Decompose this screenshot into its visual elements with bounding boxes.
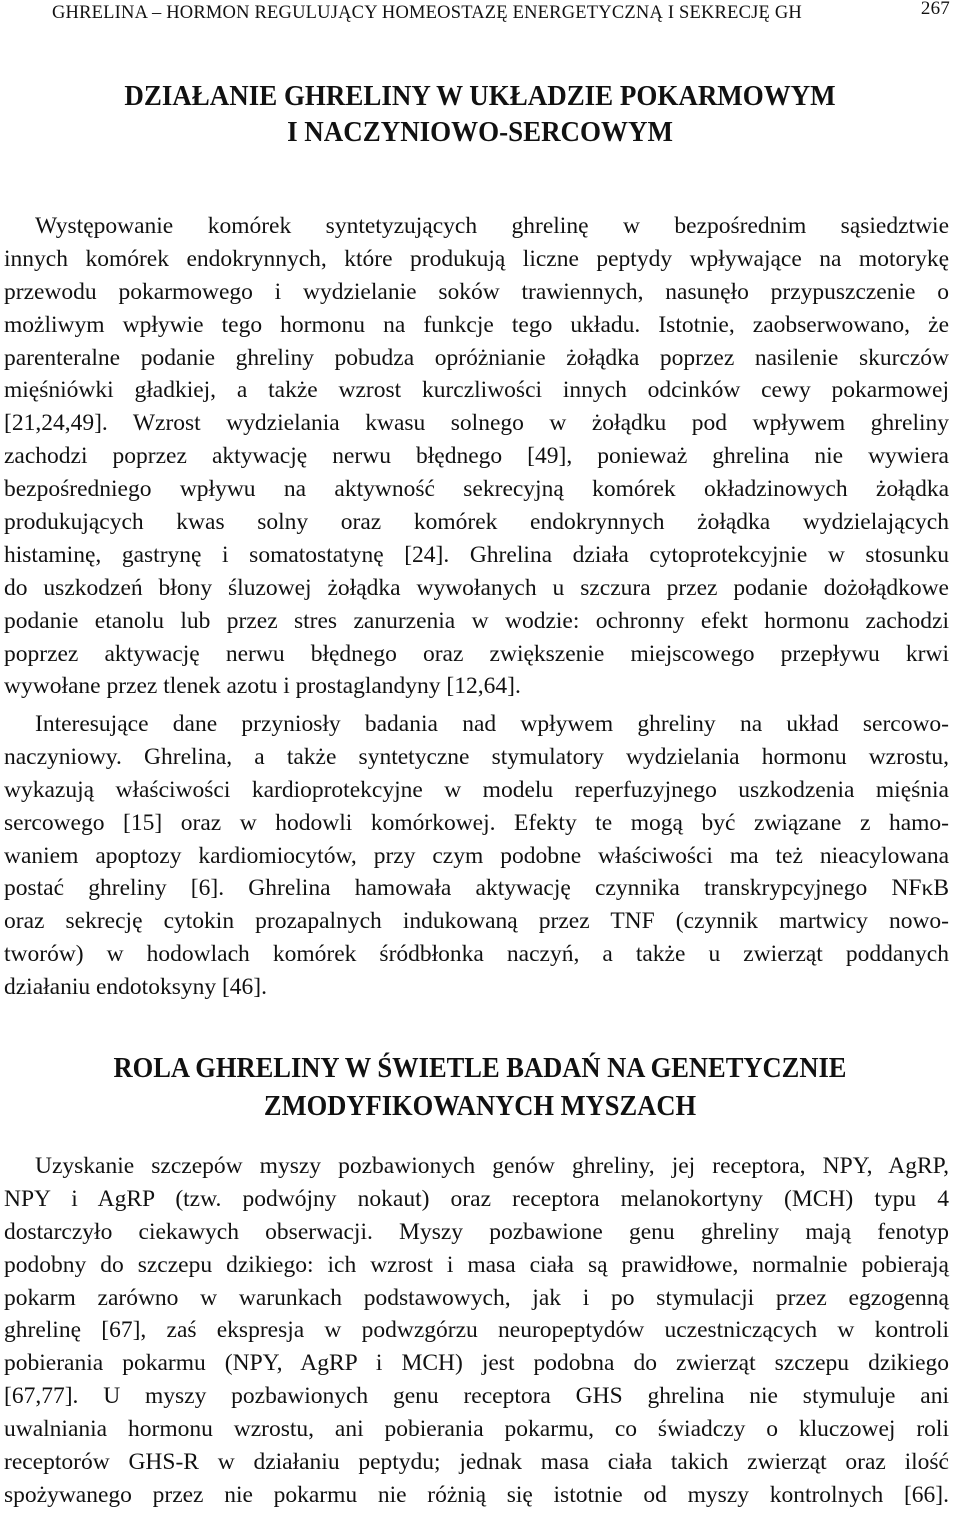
text-line: do uszkodzeń błony śluzowej żołądka wywołanych u szczura przez podanie dożołądkowe bbox=[4, 574, 949, 601]
text-line: produkujących kwas solny oraz komórek endokrynnych żołądka wydzielających bbox=[4, 509, 949, 536]
text-line: wykazują właściwości kardioprotekcyjne w modelu reperfuzyjnego uszkodzenia mięśnia bbox=[4, 776, 949, 803]
text-line: tworów) w hodowlach komórek śródbłonka naczyń, a także u zwierząt poddanych bbox=[4, 941, 949, 968]
section-heading-line: DZIAŁANIE GHRELINY W UKŁADZIE POKARMOWYM bbox=[124, 80, 836, 112]
section-heading-line: I NACZYNIOWO-SERCOWYM bbox=[287, 116, 673, 148]
text-line: waniem apoptozy kardiomiocytów, przy czym podobne właściwości ma też nieacylowana bbox=[4, 842, 949, 869]
text-line: [21,24,49]. Wzrost wydzielania kwasu solnego w żołądku pod wpływem ghreliny bbox=[4, 410, 949, 437]
text-line: zachodzi poprzez aktywację nerwu błędnego [49], ponieważ ghrelina nie wywiera bbox=[4, 443, 949, 470]
text-line: działaniu endotoksyny [46]. bbox=[4, 974, 268, 1001]
text-line: spożywanego przez nie pokarmu nie różnią się istotnie od myszy kontrolnych [66]. bbox=[4, 1481, 949, 1508]
text-line: pokarm zarówno w warunkach podstawowych, jak i po stymulacji przez egzogenną bbox=[4, 1284, 949, 1311]
text-line: Interesujące dane przyniosły badania nad wpływem ghreliny na układ sercowo- bbox=[35, 711, 949, 737]
section-heading bbox=[34, 78, 927, 150]
paragraph bbox=[4, 1150, 949, 1512]
text-line: uwalniania hormonu wzrostu, ani pobierania pokarmu, co świadczy o kluczowej roli bbox=[4, 1416, 949, 1443]
text-line: podanie etanolu lub przez stres zanurzenia w wodzie: ochronny efekt hormonu zachodzi bbox=[4, 607, 949, 634]
text-line: NPY i AgRP (tzw. podwójny nokaut) oraz receptora melanokortyny (MCH) typu 4 bbox=[4, 1185, 949, 1212]
text-line: parenteralne podanie ghreliny pobudza opróżnianie żołądka poprzez nasilenie skurczów bbox=[4, 344, 949, 371]
text-line: [67,77]. U myszy pozbawionych genu receptora GHS ghrelina nie stymuluje ani bbox=[4, 1383, 949, 1410]
text-line: Występowanie komórek syntetyzujących ghrelinę w bezpośrednim sąsiedztwie bbox=[35, 213, 949, 239]
text-line: pobierania pokarmu (NPY, AgRP i MCH) jest podobna do zwierząt szczepu dzikiego bbox=[4, 1350, 949, 1377]
text-line: histaminę, gastrynę i somatostatynę [24]. Ghrelina działa cytoprotekcyjnie w stosunku bbox=[4, 541, 949, 568]
running-header bbox=[8, 0, 952, 26]
text-line: bezpośredniego wpływu na aktywność sekrecyjną komórek okładzinowych żołądka bbox=[4, 476, 949, 503]
page-number: 267 bbox=[920, 0, 950, 19]
text-line: dostarczyło ciekawych obserwacji. Myszy pozbawione genu ghreliny mają fenotyp bbox=[4, 1218, 949, 1245]
text-line: receptorów GHS-R w działaniu peptydu; jednak masa ciała takich zwierząt oraz ilość bbox=[4, 1449, 949, 1476]
text-line: poprzez aktywację nerwu błędnego oraz zwiększenie miejscowego przepływu krwi bbox=[4, 640, 949, 667]
running-title: GHRELINA – HORMON REGULUJĄCY HOMEOSTAZĘ ENERGETYCZNĄ I SEKRECJĘ GH bbox=[52, 3, 802, 23]
text-line: postać ghreliny [6]. Ghrelina hamowała aktywację czynnika transkrypcyjnego NFκB bbox=[4, 875, 949, 902]
text-line: sercowego [15] oraz w hodowli komórkowej. Efekty te mogą być związane z hamo- bbox=[4, 809, 949, 836]
text-line: wywołane przez tlenek azotu i prostaglandyny [12,64]. bbox=[4, 673, 521, 700]
paragraph bbox=[4, 210, 949, 703]
text-line: podobny do szczepu dzikiego: ich wzrost i masa ciała są prawidłowe, normalnie pobierają bbox=[4, 1251, 949, 1278]
section-heading-line: ROLA GHRELINY W ŚWIETLE BADAŃ NA GENETYCZNIE bbox=[113, 1053, 847, 1084]
paragraph bbox=[4, 708, 949, 1004]
text-line: mięśniówki gładkiej, a także wzrost kurczliwości innych odcinków cewy pokarmowej bbox=[4, 377, 949, 404]
section-heading bbox=[34, 1050, 927, 1126]
text-line: przewodu pokarmowego i wydzielanie soków trawiennych, nasunęło przypuszczenie o bbox=[4, 278, 949, 305]
text-line: oraz sekrecję cytokin prozapalnych indukowaną przez TNF (czynnik martwicy nowo- bbox=[4, 908, 949, 935]
text-line: naczyniowy. Ghrelina, a także syntetyczne stymulatory wydzielania hormonu wzrostu, bbox=[4, 743, 949, 770]
text-line: ghrelinę [67], zaś ekspresja w podwzgórzu neuropeptydów uczestniczących w kontroli bbox=[4, 1317, 949, 1344]
text-line: możliwym wpływie tego hormonu na funkcje tego układu. Istotnie, zaobserwowano, że bbox=[4, 311, 949, 338]
text-line: innych komórek endokrynnych, które produkują liczne peptydy wpływające na motorykę bbox=[4, 245, 949, 272]
text-line: Uzyskanie szczepów myszy pozbawionych genów ghreliny, jej receptora, NPY, AgRP, bbox=[35, 1153, 949, 1179]
section-heading-line: ZMODYFIKOWANYCH MYSZACH bbox=[263, 1091, 697, 1122]
